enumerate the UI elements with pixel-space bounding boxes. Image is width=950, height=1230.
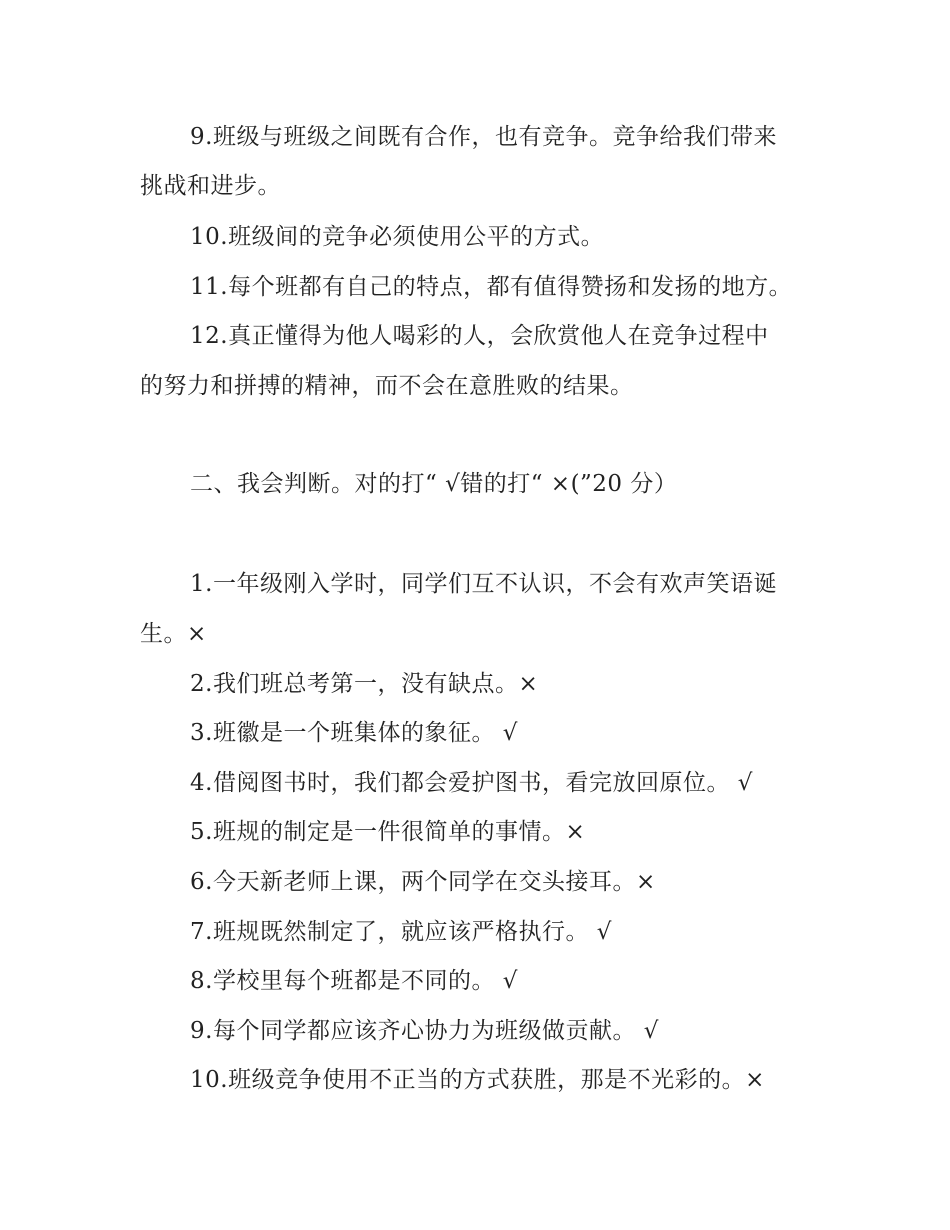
section2-heading: 二、我会判断。对的打“ √错的打“ ×(”20 分） bbox=[190, 471, 678, 497]
s2-item-5: 5.班规的制定是一件很简单的事情。× bbox=[190, 819, 586, 845]
s1-item-10: 10.班级间的竞争必须使用公平的方式。 bbox=[190, 224, 605, 250]
s2-item-1-line2: 生。× bbox=[140, 621, 207, 647]
s1-item-12-line1: 12.真正懂得为他人喝彩的人，会欣赏他人在竞争过程中 bbox=[190, 323, 769, 349]
s1-item-12-line2: 的努力和拼搏的精神，而不会在意胜败的结果。 bbox=[140, 373, 634, 399]
s2-item-1-line1: 1.一年级刚入学时，同学们互不认识，不会有欢声笑语诞 bbox=[190, 571, 777, 597]
s2-item-7: 7.班规既然制定了，就应该严格执行。 √ bbox=[190, 919, 612, 945]
s2-item-6: 6.今天新老师上课，两个同学在交头接耳。× bbox=[190, 869, 656, 895]
s2-item-10: 10.班级竞争使用不正当的方式获胜，那是不光彩的。× bbox=[190, 1067, 765, 1093]
s2-item-4: 4.借阅图书时，我们都会爱护图书，看完放回原位。 √ bbox=[190, 770, 753, 796]
s2-item-3: 3.班徽是一个班集体的象征。 √ bbox=[190, 720, 518, 746]
s1-item-9-line2: 挑战和进步。 bbox=[140, 173, 281, 199]
s2-item-8: 8.学校里每个班都是不同的。 √ bbox=[190, 968, 518, 994]
s2-item-9: 9.每个同学都应该齐心协力为班级做贡献。 √ bbox=[190, 1018, 659, 1044]
s1-item-9-line1: 9.班级与班级之间既有合作，也有竞争。竞争给我们带来 bbox=[190, 124, 777, 150]
s1-item-11: 11.每个班都有自己的特点，都有值得赞扬和发扬的地方。 bbox=[190, 274, 793, 300]
s2-item-2: 2.我们班总考第一，没有缺点。× bbox=[190, 671, 539, 697]
